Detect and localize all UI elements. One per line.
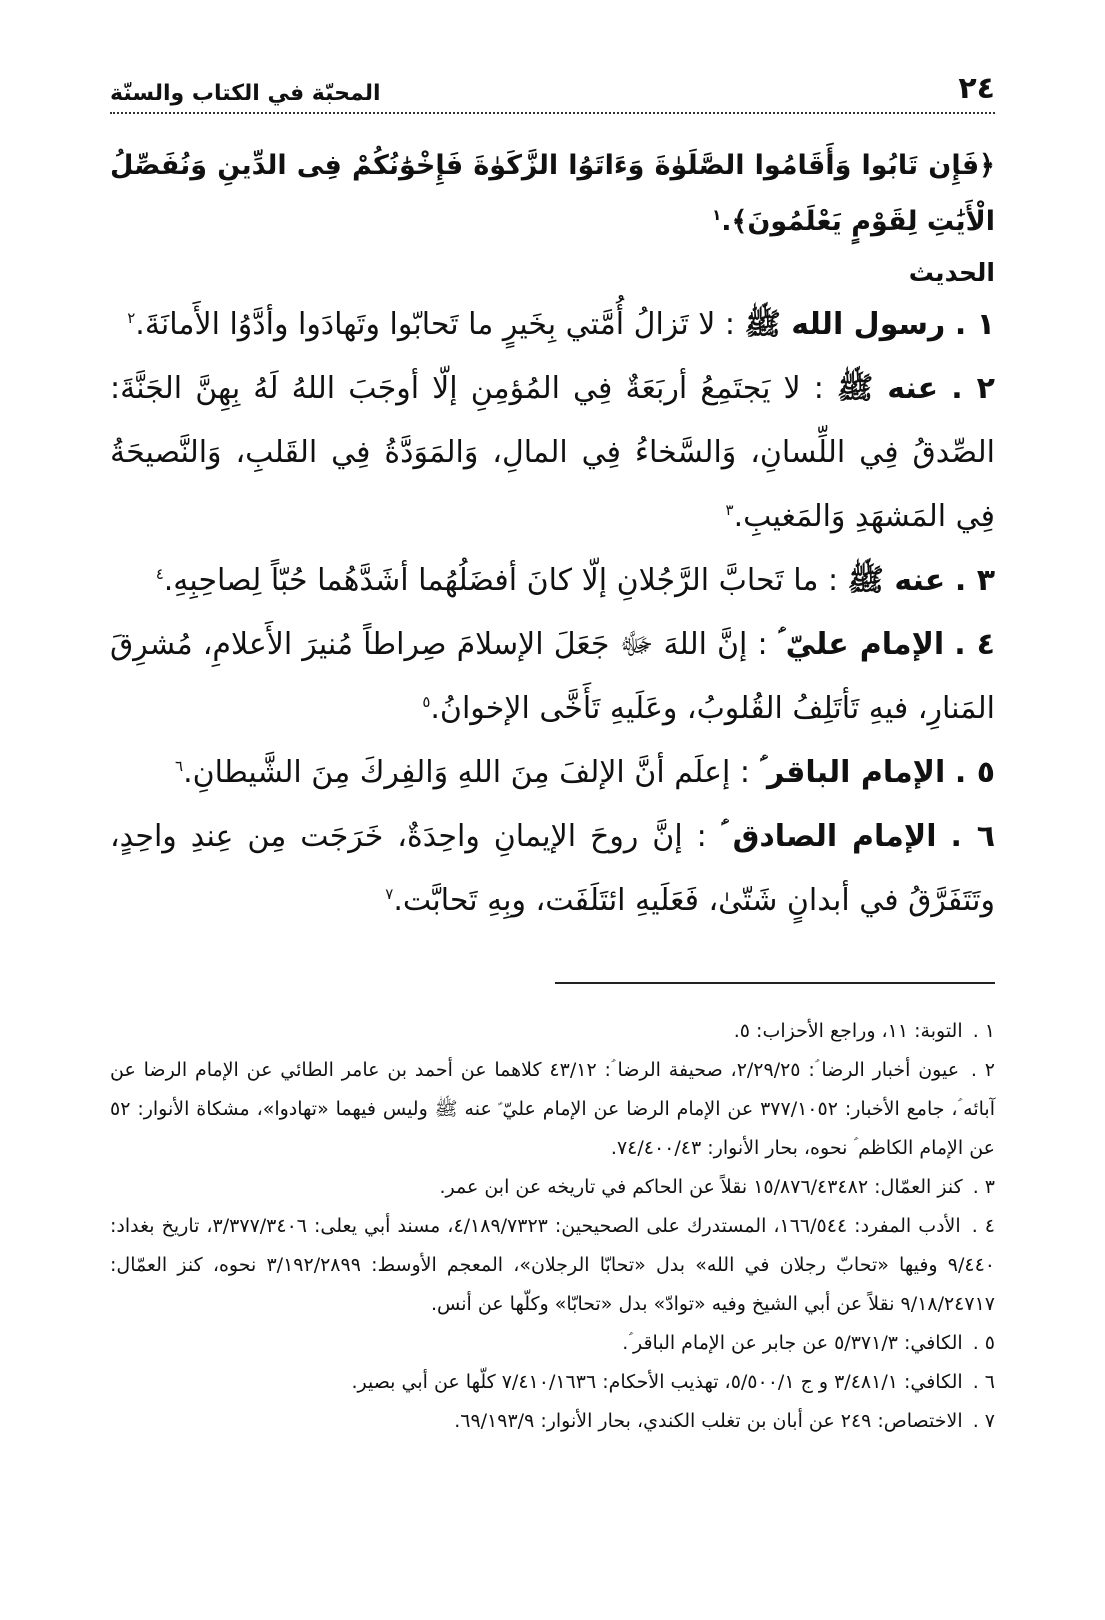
hadith-number: ١ . — [954, 307, 995, 342]
page-number: ٢٤ — [958, 71, 995, 106]
footnote-text: الأدب المفرد: ١٦٦/٥٤٤، المستدرك على الصحيحين: ٤/١٨٩/٧٣٢٣، مسند أبي يعلى: ٣/٣٧٧/٣٤٠٦، تاريخ بغداد: ٩/٤٤٠ وفيها «تحابّ رجلان في الله» بدل «تحابّا الرجلان»، المعجم الأوسط: ٣/١٩٢/٢٨٩٩ نحوه، كنز العمّال: ٩/١٨/٢٤٧١٧ نقلاً عن أبي الشيخ وفيه «توادّ» بدل «تحابّا» وكلّها عن أنس. — [110, 1215, 995, 1315]
footnote-number: ٥ . — [972, 1332, 995, 1354]
footnote-item — [110, 1363, 995, 1402]
footnote-text: كنز العمّال: ١٥/٨٧٦/٤٣٤٨٢ نقلاً عن الحاكم في تاريخه عن ابن عمر. — [439, 1176, 963, 1198]
footnote-text: عيون أخبار الرضا ؑ: ٢/٢٩/٢٥، صحيفة الرضا ؑ: ٤٣/١٢ كلاهما عن أحمد بن عامر الطائي عن الإمام الرضا عن آبائه ؑ، جامع الأخبار: ٣٧٧/١٠٥٢ عن الإمام الرضا عن الإمام عليّ ؑ عنه ﷺ وليس فيهما «تهادوا»، مشكاة الأنوار: ٥٢ عن الإمام الكاظم ؑ نحوه، بحار الأنوار: ٧٤/٤٠٠/٤٣. — [110, 1059, 995, 1159]
footnotes — [110, 1012, 995, 1441]
footnote-number: ٦ . — [972, 1371, 995, 1393]
hadith-number: ٥ . — [954, 755, 995, 790]
footnote-item — [110, 1051, 995, 1168]
hadith-number: ٣ . — [954, 563, 995, 598]
hadith-text: : لا يَجتَمِعُ أربَعَةٌ فِي المُؤمِنِ إلّا أوجَبَ اللهُ لَهُ بِهِنَّ الجَنَّةَ: الصِّدقُ فِي اللِّسانِ، وَالسَّخاءُ فِي المالِ، وَالمَوَدَّةُ فِي القَلبِ، وَالنَّصيحَةُ فِي المَشهَدِ وَالمَغيبِ. — [110, 371, 995, 534]
hadith-item — [110, 741, 995, 805]
footnote-number: ٣ . — [972, 1176, 995, 1198]
footnote-text: الكافي: ٣/٤٨١/١ و ج ٥/٥٠٠/١، تهذيب الأحكام: ٧/٤١٠/١٦٣٦ كلّها عن أبي بصير. — [351, 1371, 963, 1393]
footnote-number: ٢ . — [970, 1059, 995, 1081]
hadith-number: ٦ . — [950, 819, 996, 854]
hadith-speaker: عنه ﷺ — [847, 563, 946, 598]
footnote-text: الاختصاص: ٢٤٩ عن أبان بن تغلب الكندي، بحار الأنوار: ٦٩/١٩٣/٩. — [454, 1410, 963, 1432]
footnote-item — [110, 1402, 995, 1441]
hadith-text: : ما تَحابَّ الرَّجُلانِ إلّا كانَ أفضَلُهُما أشَدَّهُما حُبّاً لِصاحِبِهِ. — [163, 563, 839, 598]
footnote-number: ٤ . — [971, 1215, 995, 1237]
hadith-text: : إنَّ روحَ الإيمانِ واحِدَةٌ، خَرَجَت مِن عِندِ واحِدٍ، وتَتَفَرَّقُ في أبدانٍ شَتّىٰ، فَعَلَيهِ ائتَلَفَت، وبِهِ تَحابَّت. — [110, 819, 995, 918]
main-text — [110, 128, 995, 933]
footnote-item — [110, 1324, 995, 1363]
footnote-item — [110, 1012, 995, 1051]
hadith-text: : إعلَم أنَّ الإلفَ مِنَ اللهِ وَالفِركَ مِنَ الشَّيطانِ. — [183, 755, 750, 790]
footnote-ref[interactable]: ٥ — [422, 693, 431, 711]
footnote-ref[interactable]: ١ — [712, 206, 722, 224]
footnote-item — [110, 1168, 995, 1207]
hadith-speaker: عنه ﷺ — [836, 371, 939, 406]
footnote-ref[interactable]: ٤ — [155, 565, 164, 583]
hadith-speaker: رسول الله ﷺ — [744, 307, 946, 342]
hadith-speaker: الإمام الصادق ؑ — [720, 819, 937, 854]
footnote-ref[interactable]: ٢ — [127, 309, 136, 327]
verse-text: ﴿فَإِن تَابُوا وَأَقَامُوا الصَّلَوٰةَ وَءَاتَوُا الزَّكَوٰةَ فَإِخْوَٰنُكُمْ فِى الدِّينِ وَنُفَصِّلُ الْأَيَٰتِ لِقَوْمٍ يَعْلَمُونَ﴾. — [110, 150, 995, 237]
hadith-text: : لا تَزالُ أُمَّتي بِخَيرٍ ما تَحابّوا وتَهادَوا وأدَّوُا الأَمانَةَ. — [135, 307, 736, 342]
footnote-number: ٧ . — [972, 1410, 995, 1432]
hadith-speaker: الإمام الباقر ؑ — [759, 755, 946, 790]
footnote-ref[interactable]: ٧ — [385, 885, 394, 903]
hadith-text: : إنَّ اللهَ ﷻ جَعَلَ الإسلامَ صِراطاً مُنيرَ الأَعلامِ، مُشرِقَ المَنارِ، فيهِ تَأتَلِفُ القُلوبُ، وعَلَيهِ تَأَخَّى الإخوانُ. — [110, 627, 995, 726]
hadith-speaker: الإمام عليّ ؑ — [777, 627, 945, 662]
section-heading: الحديث — [908, 258, 995, 287]
hadith-number: ٢ . — [951, 371, 995, 406]
hadith-number: ٤ . — [954, 627, 995, 662]
footnote-separator — [555, 982, 995, 984]
hadith-item — [110, 357, 995, 549]
footnote-text: التوبة: ١١، وراجع الأحزاب: ٥. — [733, 1020, 963, 1042]
footnote-ref[interactable]: ٦ — [175, 757, 184, 775]
hadith-item — [110, 549, 995, 613]
footnote-item — [110, 1207, 995, 1324]
running-title: المحبّة في الكتاب والسنّة — [110, 81, 381, 106]
footnote-ref[interactable]: ٣ — [725, 501, 734, 519]
quran-verse — [110, 138, 995, 250]
footnote-number: ١ . — [972, 1020, 995, 1042]
page-header — [110, 70, 995, 114]
footnote-text: الكافي: ٥/٣٧١/٣ عن جابر عن الإمام الباقر ؑ. — [622, 1332, 963, 1354]
hadith-item — [110, 613, 995, 741]
hadith-item — [110, 293, 995, 357]
hadith-item — [110, 805, 995, 933]
